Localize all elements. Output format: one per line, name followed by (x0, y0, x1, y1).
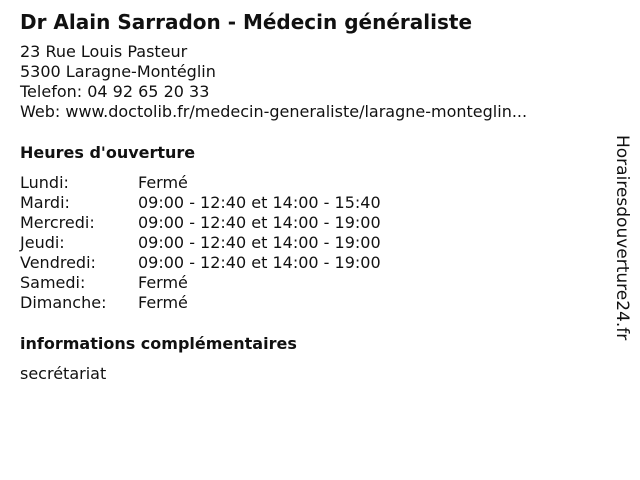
day-hours: Fermé (138, 293, 188, 312)
hours-row-thursday (20, 233, 600, 253)
day-hours: 09:00 - 12:40 et 14:00 - 19:00 (138, 233, 381, 252)
hours-row-friday (20, 253, 600, 273)
day-label: Samedi: (20, 273, 86, 292)
day-hours: Fermé (138, 273, 188, 292)
street-address: 23 Rue Louis Pasteur (20, 42, 188, 61)
day-label: Mercredi: (20, 213, 95, 232)
site-watermark: Horairesdouverture24.fr (612, 135, 632, 341)
doctor-card (20, 8, 600, 384)
hours-row-sunday (20, 293, 600, 313)
hours-row-wednesday (20, 213, 600, 233)
info-heading: informations complémentaires (20, 334, 297, 353)
day-hours: 09:00 - 12:40 et 14:00 - 19:00 (138, 213, 381, 232)
hours-heading: Heures d'ouverture (20, 143, 196, 162)
day-label: Dimanche: (20, 293, 107, 312)
phone-number: Telefon: 04 92 65 20 33 (20, 82, 210, 101)
city-address: 5300 Laragne-Montéglin (20, 62, 216, 81)
page-title: Dr Alain Sarradon - Médecin généraliste (20, 10, 473, 34)
hours-row-saturday (20, 273, 600, 293)
day-label: Lundi: (20, 173, 69, 192)
hours-row-monday (20, 173, 600, 193)
day-label: Vendredi: (20, 253, 96, 272)
day-hours: 09:00 - 12:40 et 14:00 - 19:00 (138, 253, 381, 272)
day-hours: Fermé (138, 173, 188, 192)
opening-hours-list (20, 173, 600, 313)
website-link[interactable]: Web: www.doctolib.fr/medecin-generaliste/laragne-monteglin... (20, 102, 528, 121)
info-text: secrétariat (20, 364, 107, 383)
day-label: Mardi: (20, 193, 70, 212)
day-label: Jeudi: (20, 233, 65, 252)
hours-row-tuesday (20, 193, 600, 213)
day-hours: 09:00 - 12:40 et 14:00 - 15:40 (138, 193, 381, 212)
